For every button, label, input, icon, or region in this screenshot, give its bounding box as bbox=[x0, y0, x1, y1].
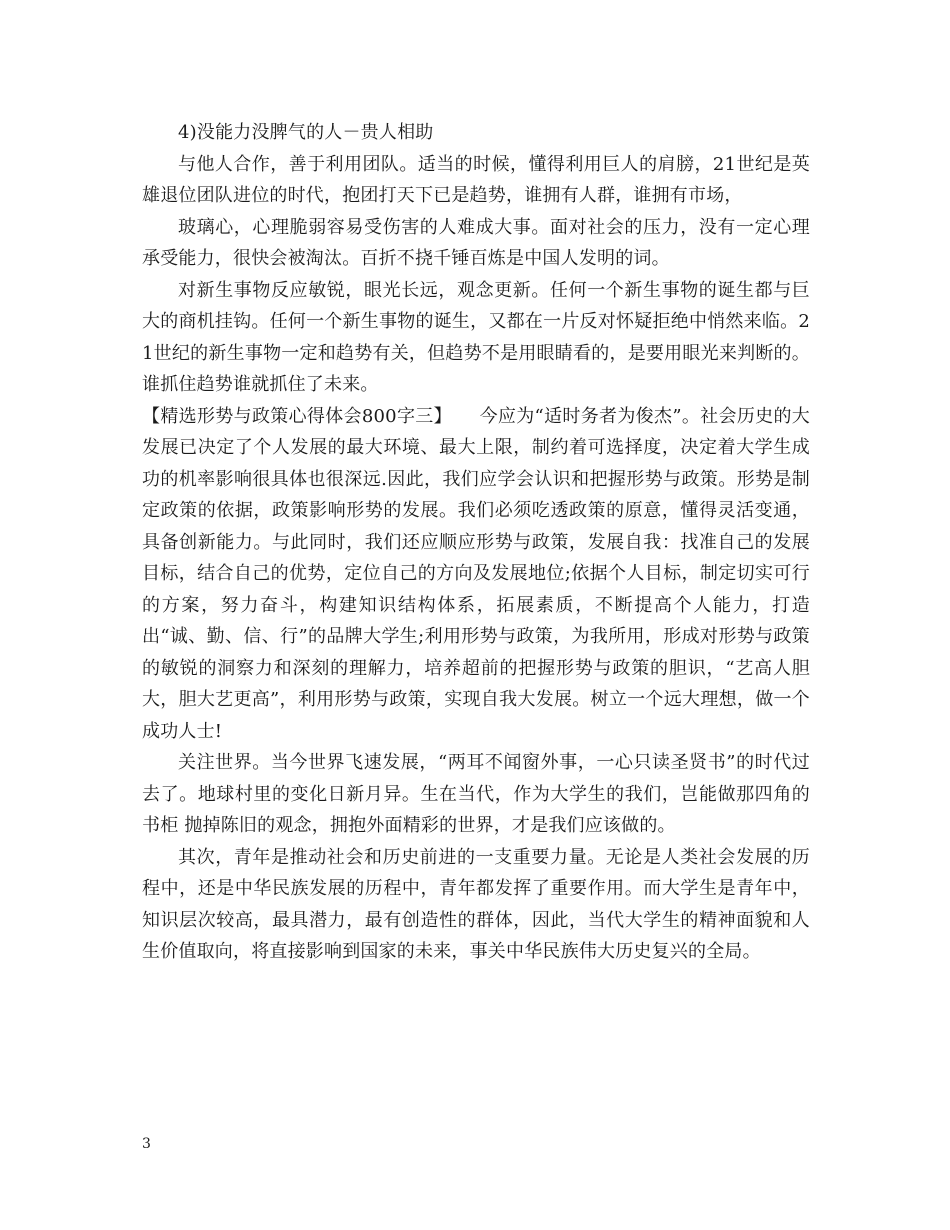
paragraph-teamwork: 与他人合作，善于利用团队。适当的时候，懂得利用巨人的肩膀，21世纪是英雄退位团队进位的时代，抱团打天下已是趋势，谁拥有人群，谁拥有市场， bbox=[142, 153, 810, 206]
paragraph-section-three: 【精选形势与政策心得体会800字三】 今应为“适时务者为俊杰”。社会历史的大发展已决定了个人发展的最大环境、最大上限，制约着可选择度，决定着大学生成功的机率影响很具体也很深远.因此，我们应学会认识和把握形势与政策。形势是制定政策的依据，政策影响形势的发展。我们必须吃透政策的原意，懂得灵活变通，具备创新能力。与此同时，我们还应顺应形势与政策，发展自我：找准自己的发展目标，结合自己的优势，定位自己的方向及发展地位;依据个人目标，制定切实可行的方案，努力奋斗，构建知识结构体系，拓展素质，不断提高个人能力，打造出“诚、勤、信、行”的品牌大学生;利用形势与政策，为我所用，形成对形势与政策的敏锐的洞察力和深刻的理解力，培养超前的把握形势与政策的胆识，“艺高人胆大，胆大艺更高”，利用形势与政策，实现自我大发展。树立一个远大理想，做一个成功人士! bbox=[142, 405, 810, 742]
paragraph-new-things: 对新生事物反应敏锐，眼光长远，观念更新。任何一个新生事物的诞生都与巨大的商机挂钩。任何一个新生事物的诞生，又都在一片反对怀疑拒绝中悄然来临。21世纪的新生事物一定和趋势有关，但趋势不是用眼睛看的，是要用眼光来判断的。谁抓住趋势谁就抓住了未来。 bbox=[142, 279, 810, 395]
page-number: 3 bbox=[142, 1136, 151, 1152]
paragraph-world: 关注世界。当今世界飞速发展，“两耳不闻窗外事，一心只读圣贤书”的时代过去了。地球村里的变化日新月异。生在当代，作为大学生的我们，岂能做那四角的书柜 抛掉陈旧的观念，拥抱外面精彩的世界，才是我们应该做的。 bbox=[142, 752, 810, 836]
paragraph-youth: 其次，青年是推动社会和历史前进的一支重要力量。无论是人类社会发展的历程中，还是中华民族发展的历程中，青年都发挥了重要作用。而大学生是青年中，知识层次较高，最具潜力，最有创造性的群体，因此，当代大学生的精神面貌和人生价值取向，将直接影响到国家的未来，事关中华民族伟大历史复兴的全局。 bbox=[142, 846, 810, 962]
document-body bbox=[142, 117, 810, 968]
paragraph-heading-4: 4)没能力没脾气的人－贵人相助 bbox=[178, 122, 434, 143]
paragraph-resilience: 玻璃心，心理脆弱容易受伤害的人难成大事。面对社会的压力，没有一定心理承受能力，很快会被淘汰。百折不挠千锤百炼是中国人发明的词。 bbox=[142, 216, 810, 269]
